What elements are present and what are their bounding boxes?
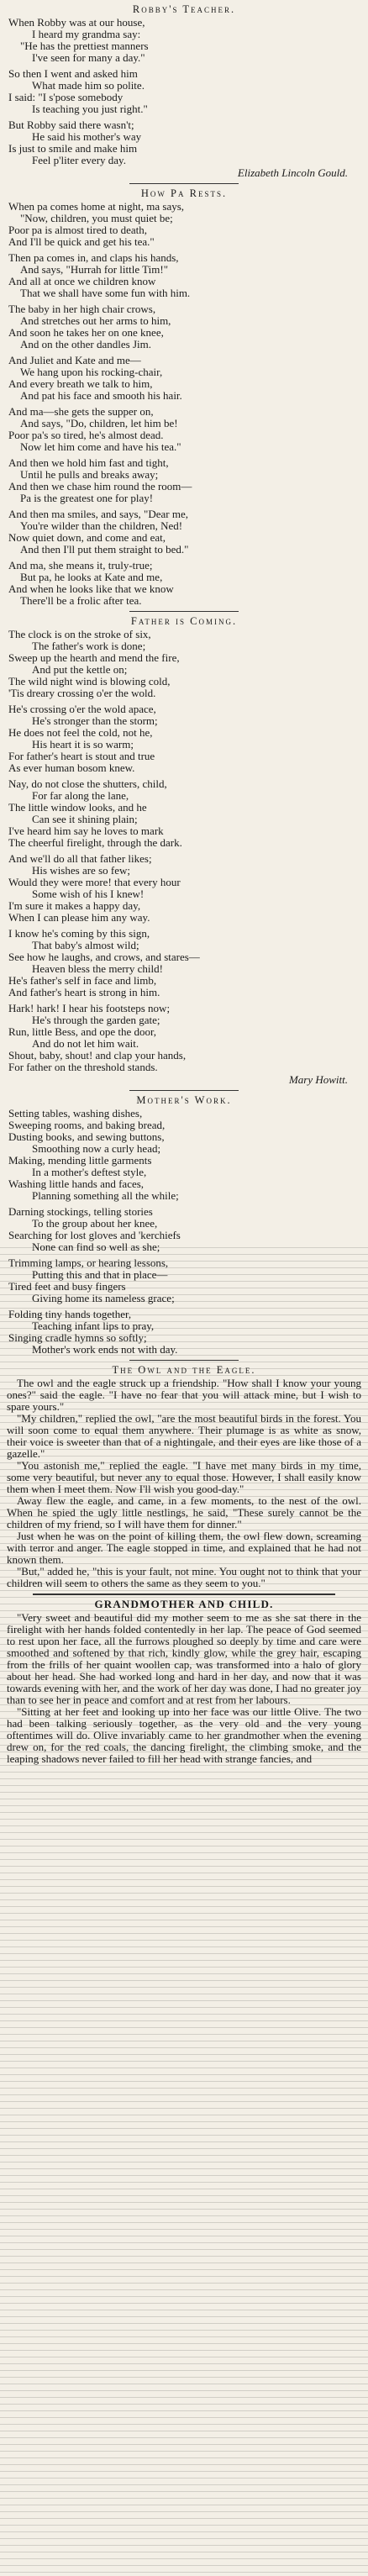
poem-line: Planning something all the while; — [32, 1190, 179, 1202]
poem-line: Is teaching you just right." — [32, 103, 148, 115]
poem-line: Hark! hark! I hear his footsteps now; — [8, 1003, 171, 1014]
poem-line: And put the kettle on; — [32, 664, 128, 676]
poem-line: The little window looks, and he — [8, 802, 147, 814]
poem-line: Darning stockings, telling stories — [8, 1206, 153, 1218]
poem-line: So then I went and asked him — [8, 68, 138, 80]
poem-line: I've heard him say he loves to mark — [8, 825, 164, 837]
poem-line: Pa is the greatest one for play! — [20, 493, 154, 504]
section-rule — [129, 183, 239, 184]
poem-line: "Now, children, you must quiet be; — [20, 213, 173, 224]
poem-line: 'Tis dreary crossing o'er the wold. — [8, 687, 156, 699]
poem-line: Is just to smile and make him — [8, 143, 138, 155]
section-rule — [129, 1090, 239, 1091]
poem-line: Washing little hands and faces, — [8, 1178, 145, 1190]
poem-line: And ma—she gets the supper on, — [8, 406, 154, 418]
poem-line: And then I'll put them straight to bed." — [20, 544, 189, 556]
poem-line: That baby's almost wild; — [32, 940, 139, 951]
poem-line: Teaching infant lips to pray, — [32, 1320, 155, 1332]
story-paragraph: "You astonish me," replied the eagle. "I have met many birds in my time, some very beautiful, but never any to equal those. However, I shall easily know them when I meet them. Now I'll wish you good-day." — [7, 1459, 361, 1495]
poem-line: But Robby said there wasn't; — [8, 119, 134, 131]
poem-line: And father's heart is strong in him. — [8, 987, 160, 998]
poem-line: The clock is on the stroke of six, — [8, 629, 151, 640]
poem-line: When pa comes home at night, ma says, — [8, 201, 185, 213]
poem-line: Poor pa is almost tired to death, — [8, 224, 148, 236]
poem-line: Shout, baby, shout! and clap your hands, — [8, 1050, 187, 1061]
poem-line: He's crossing o'er the wold apace, — [8, 703, 156, 715]
poem-line: Until he pulls and breaks away; — [20, 469, 159, 481]
poem-line: I know he's coming by this sign, — [8, 928, 150, 940]
poem-line: I said: "I s'pose somebody — [8, 92, 124, 103]
poem-line: Mother's work ends not with day. — [32, 1344, 178, 1356]
poem-line: And says, "Hurrah for little Tim!" — [20, 264, 168, 276]
poem-line: The father's work is done; — [32, 640, 146, 652]
poem-line: Some wish of his I knew! — [32, 888, 145, 900]
poem-title: How Pa Rests. — [140, 187, 228, 199]
poem-line: I've seen for many a day." — [32, 52, 145, 64]
poem-line: Dusting books, and sewing buttons, — [8, 1131, 165, 1143]
poem-lines — [8, 629, 360, 1073]
poem-line: Folding tiny hands together, — [8, 1309, 132, 1320]
poem-line: His wishes are so few; — [32, 865, 130, 877]
poem-line: And we'll do all that father likes; — [8, 853, 152, 865]
story-paragraph: "But," added he, "this is your fault, not mine. You ought not to think that your children will seem to others the same as they seem to you." — [7, 1565, 361, 1589]
poem-line: Heaven bless the merry child! — [32, 963, 163, 975]
poem-line: Putting this and that in place— — [32, 1269, 168, 1281]
poem-line: And stretches out her arms to him, — [20, 315, 171, 327]
poem-line: Now let him come and have his tea." — [20, 441, 181, 453]
poem-title: Father is Coming. — [130, 615, 238, 627]
poem-line: None can find so well as she; — [32, 1241, 160, 1253]
poem-father-is-coming — [0, 615, 368, 1086]
story-title: The Owl and the Eagle. — [112, 1364, 256, 1376]
poem-line: And ma, she means it, truly-true; — [8, 560, 153, 572]
poem-line: Sweeping rooms, and baking bread, — [8, 1119, 166, 1131]
page-texture — [0, 1247, 368, 2576]
poem-line: Then pa comes in, and claps his hands, — [8, 252, 179, 264]
poem-line: And says, "Do, children, let him be! — [20, 418, 178, 429]
poem-line: When I can please him any way. — [8, 912, 150, 924]
poem-line: We hang upon his rocking-chair, — [20, 366, 163, 378]
poem-author: Mary Howitt. — [288, 1073, 348, 1086]
poem-title: Robby's Teacher. — [132, 3, 236, 15]
poem-line: For father's heart is stout and true — [8, 751, 155, 762]
poem-line: And on the other dandles Jim. — [20, 339, 151, 350]
poem-line: And soon he takes her on one knee, — [8, 327, 164, 339]
poem-line: And Juliet and Kate and me— — [8, 355, 141, 366]
poem-line: He's through the garden gate; — [32, 1014, 160, 1026]
poem-line: He said his mother's way — [32, 131, 142, 143]
poem-line: The baby in her high chair crows, — [8, 303, 156, 315]
poem-line: Giving home its nameless grace; — [32, 1293, 175, 1304]
poem-line: There'll be a frolic after tea. — [20, 595, 142, 607]
poem-lines — [8, 17, 360, 166]
poem-line: Setting tables, washing dishes, — [8, 1108, 143, 1119]
poem-line: Poor pa's so tired, he's almost dead. — [8, 429, 164, 441]
poem-line: The cheerful firelight, through the dark. — [8, 837, 182, 849]
poem-line: Singing cradle hymns so softly; — [8, 1332, 147, 1344]
poem-title: Mother's Work. — [136, 1094, 232, 1106]
poem-line: What made him so polite. — [32, 80, 145, 92]
poem-line: Sweep up the hearth and mend the fire, — [8, 652, 180, 664]
story-paragraph: "Sitting at her feet and looking up into her face was our little Olive. The two had been talking seriously together, as the very old and the very young oftentimes will do. Olive invariably came to her grandmother when the evening drew on, for the red coals, the dancing firelight, the climbing smoke, and the leaping shadows never failed to fill her head with strange fancies, and — [7, 1705, 361, 1765]
poem-line: And then we chase him round the room— — [8, 481, 192, 493]
poem-line: For father on the threshold stands. — [8, 1061, 158, 1073]
poem-line: You're wilder than the children, Ned! — [20, 520, 183, 532]
poem-line: Now quiet down, and come and eat, — [8, 532, 166, 544]
poem-line: "He has the prettiest manners — [20, 40, 149, 52]
poem-line: The wild night wind is blowing cold, — [8, 676, 171, 687]
poem-line: I'm sure it makes a happy day, — [8, 900, 141, 912]
poem-line: And then we hold him fast and tight, — [8, 457, 169, 469]
poem-line: But pa, he looks at Kate and me, — [20, 572, 163, 583]
story-paragraph: The owl and the eagle struck up a friendship. "How shall I know your young ones?" said the eagle. "I have no fear that you will attack mine, but I wish to spare yours." — [7, 1377, 361, 1413]
poem-line: Tired feet and busy fingers — [8, 1281, 126, 1293]
poem-line: Would they were more! that every hour — [8, 877, 181, 888]
poem-line: Making, mending little garments — [8, 1155, 152, 1167]
poem-line: And when he looks like that we know — [8, 583, 174, 595]
story-paragraph: "Very sweet and beautiful did my mother seem to me as she sat there in the firelight with her hands folded contentedly in her lap. The peace of God seemed to rest upon her face, all the furrows ploughed so deeply by time and care were smoothed and softened by that rich, kindly glow, while the grey hair, escaping from the frills of her quaint woollen cap, was transformed into a halo of glory about her head. She had worked long and hard in her day, and now that it was towards evening with her, and the work of her day was done, I had no greater joy than to see her in peace and comfort and at rest from her labours. — [7, 1611, 361, 1706]
poem-line: In a mother's deftest style, — [32, 1167, 147, 1178]
poem-line: And pat his face and smooth his hair. — [20, 390, 182, 402]
poem-author: Elizabeth Lincoln Gould. — [237, 166, 348, 179]
poem-line: His heart it is so warm; — [32, 739, 134, 751]
poem-lines — [8, 201, 360, 607]
poem-line: To the group about her knee, — [32, 1218, 158, 1230]
poem-robbys-teacher — [0, 3, 368, 179]
story-title: GRANDMOTHER AND CHILD. — [94, 1598, 274, 1610]
poem-how-pa-rests — [0, 187, 368, 607]
poem-line: Nay, do not close the shutters, child, — [8, 778, 167, 790]
poem-line: Run, little Bess, and ope the door, — [8, 1026, 157, 1038]
section-rule — [129, 611, 239, 612]
poem-line: Can see it shining plain; — [32, 814, 138, 825]
story-paragraph: "My children," replied the owl, "are the most beautiful birds in the forest. You will soon come to equal them anywhere. Their plumage is as white as snow, their voice is sweeter than that of a nightingale, and their eyes are like those of a gazelle." — [7, 1412, 361, 1460]
poem-line: When Robby was at our house, — [8, 17, 145, 29]
poem-line: See how he laughs, and crows, and stares— — [8, 951, 200, 963]
poem-line: That we shall have some fun with him. — [20, 287, 191, 299]
poem-line: And then ma smiles, and says, "Dear me, — [8, 508, 188, 520]
poem-line: And I'll be quick and get his tea." — [8, 236, 155, 248]
story-paragraph: Away flew the eagle, and came, in a few moments, to the nest of the owl. When he spied the ugly little nestlings, he said, "These surely cannot be the children of my friend, so I will have them for dinner." — [7, 1494, 361, 1530]
poem-line: As ever human bosom knew. — [8, 762, 135, 774]
poem-line: Smoothing now a curly head; — [32, 1143, 161, 1155]
poem-line: He's father's self in face and limb, — [8, 975, 157, 987]
poem-line: He does not feel the cold, not he, — [8, 727, 153, 739]
poem-line: And do not let him wait. — [32, 1038, 139, 1050]
poem-line: Trimming lamps, or hearing lessons, — [8, 1257, 169, 1269]
poem-line: He's stronger than the storm; — [32, 715, 158, 727]
poem-line: For far along the lane, — [32, 790, 129, 802]
poem-line: Feel p'liter every day. — [32, 155, 126, 166]
poem-line: And every breath we talk to him, — [8, 378, 153, 390]
poem-line: I heard my grandma say: — [32, 29, 141, 40]
newspaper-page — [0, 3, 368, 2576]
poem-line: And all at once we children know — [8, 276, 156, 287]
story-paragraph: Just when he was on the point of killing them, the owl flew down, screaming with terror and anger. The eagle stopped in time, and explained that he had not known them. — [7, 1530, 361, 1566]
poem-line: Searching for lost gloves and 'kerchiefs — [8, 1230, 181, 1241]
